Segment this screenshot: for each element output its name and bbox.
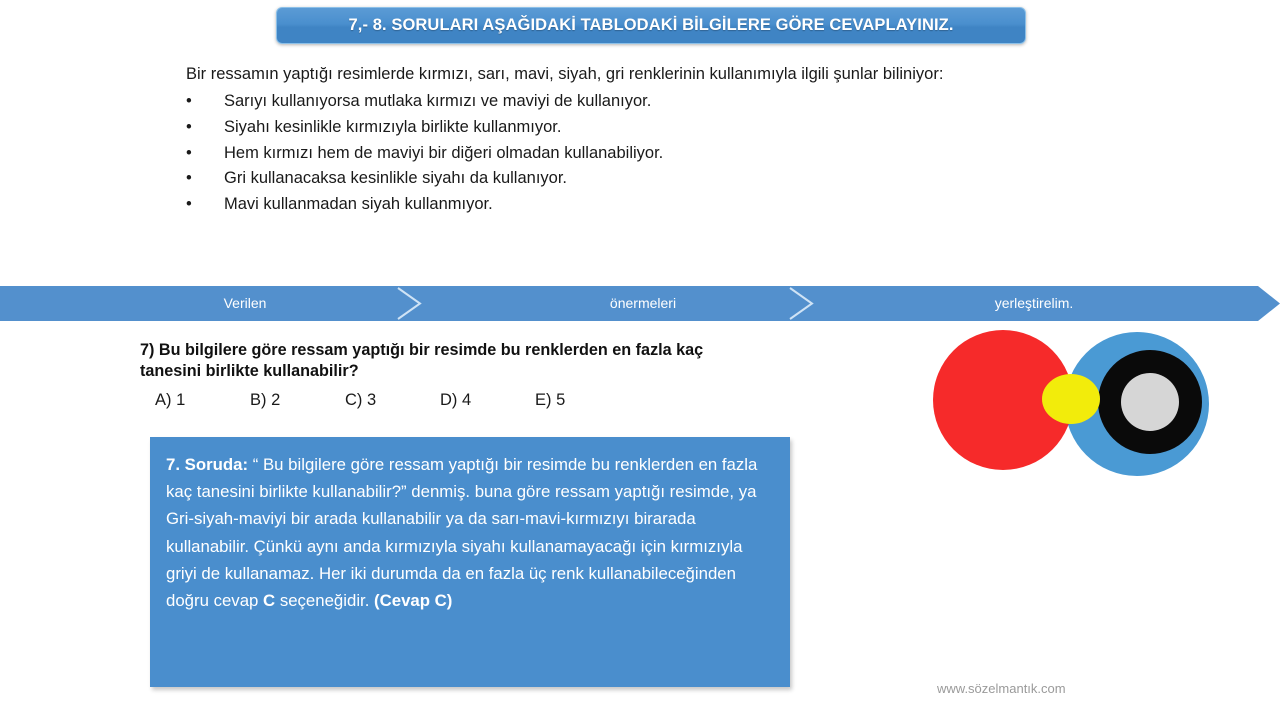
question-text: 7) Bu bilgilere göre ressam yaptığı bir resimde bu renklerden en fazla kaç tanesini birlikte kullanabilir?	[140, 341, 704, 381]
venn-circle-gri	[1121, 373, 1179, 431]
arrow-segment-label-2: önermeleri	[609, 295, 677, 312]
bullet-icon: •	[186, 117, 192, 136]
answer-option-b[interactable]: B) 2	[250, 391, 281, 409]
arrow-segment-label-1: Verilen	[223, 295, 267, 312]
premise-text: Sarıyı kullanıyorsa mutlaka kırmızı ve maviyi de kullanıyor.	[224, 92, 652, 111]
premise-list	[186, 89, 1246, 218]
arrow-segment-label-3: yerleştirelim.	[994, 295, 1074, 312]
intro-lead-text: Bir ressamın yaptığı resimlerde kırmızı, sarı, mavi, siyah, gri renklerinin kullanımıyla ilgili şunlar biliniyor:	[186, 65, 944, 83]
intro-block	[186, 63, 1246, 218]
bullet-icon: •	[186, 143, 192, 162]
answer-option-d[interactable]: D) 4	[440, 391, 472, 409]
answer-option-c[interactable]: C) 3	[345, 391, 377, 409]
header-banner	[276, 7, 1026, 44]
bullet-icon: •	[186, 92, 192, 111]
answer-options-row	[155, 391, 755, 410]
premise-item	[186, 115, 1246, 141]
explanation-answer-tag: (Cevap C)	[374, 591, 453, 611]
question-block	[140, 340, 740, 383]
venn-ellipse-sari	[1042, 374, 1100, 424]
header-banner-text: 7,- 8. SORULARI AŞAĞIDAKİ TABLODAKİ BİLGİLERE GÖRE CEVAPLAYINIZ.	[348, 16, 954, 34]
venn-diagram	[925, 322, 1225, 492]
explanation-answer-letter: C	[263, 591, 276, 611]
explanation-body-part1: “ Bu bilgilere göre ressam yaptığı bir resimde bu renklerden en fazla kaç tanesini birlikte kullanabilir?” denmiş. buna göre ressam yaptığı resimde, ya Gri-siyah-maviyi bir arada kullanabilir ya da sarı-mavi-kırmızıyı birarada kullanabilir. Çünkü aynı anda kırmızıyla siyahı kullanamayacağı için kırmızıyla griyi de kullanamaz. Her iki durumda da en fazla üç renk kullanabileceğinden doğru cevap	[166, 455, 758, 611]
premise-item	[186, 192, 1246, 218]
explanation-body-part2: seçeneğidir.	[275, 591, 375, 611]
answer-option-e[interactable]: E) 5	[535, 391, 566, 409]
bullet-icon: •	[186, 195, 192, 214]
explanation-box	[150, 437, 790, 687]
explanation-text	[166, 451, 774, 614]
premise-item	[186, 141, 1246, 167]
premise-item	[186, 89, 1246, 115]
premise-text: Hem kırmızı hem de maviyi bir diğeri olmadan kullanabiliyor.	[224, 143, 664, 162]
bullet-icon: •	[186, 169, 192, 188]
site-watermark: www.sözelmantık.com	[937, 681, 1066, 696]
premise-text: Siyahı kesinlikle kırmızıyla birlikte kullanmıyor.	[224, 117, 562, 136]
process-arrow-banner	[0, 286, 1280, 321]
explanation-label: 7. Soruda:	[166, 455, 249, 474]
answer-option-a[interactable]: A) 1	[155, 391, 186, 409]
premise-text: Gri kullanacaksa kesinlikle siyahı da kullanıyor.	[224, 169, 567, 188]
premise-text: Mavi kullanmadan siyah kullanmıyor.	[224, 195, 493, 214]
premise-item	[186, 166, 1246, 192]
